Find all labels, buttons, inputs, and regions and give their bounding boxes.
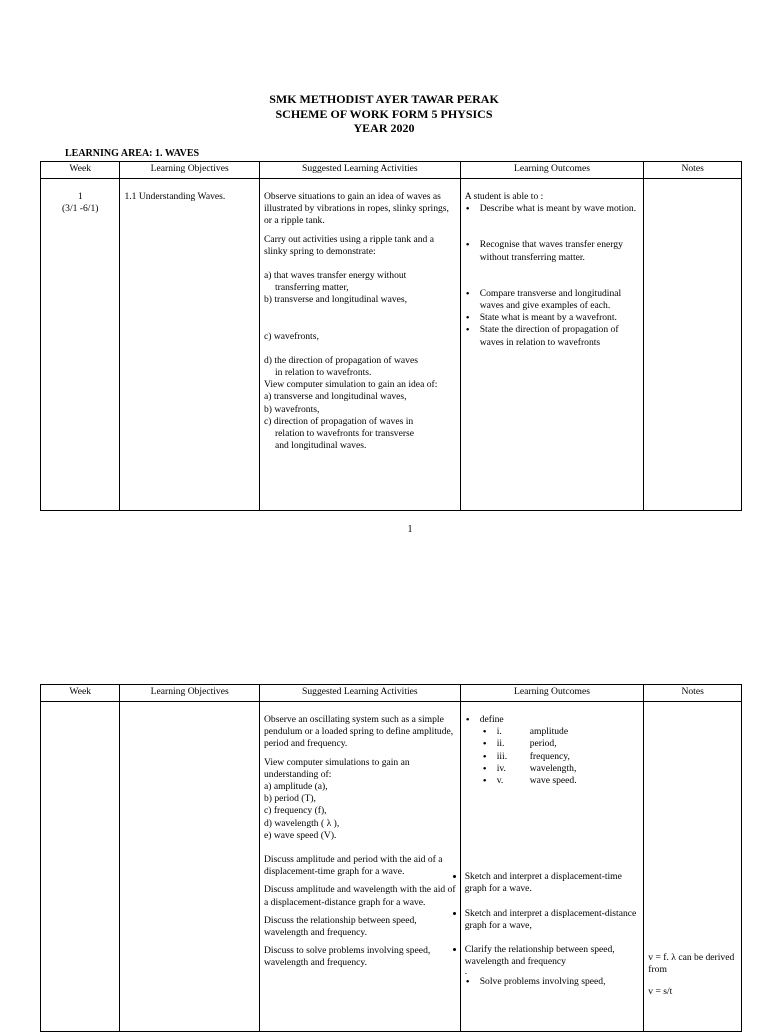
col-activities: Suggested Learning Activities [259, 162, 460, 179]
objective-cell [120, 179, 260, 511]
page-number: 1 [407, 524, 413, 535]
activity-text: Discuss amplitude and period with the aid of a displacement-time graph for a wave. [263, 854, 443, 878]
activity-text: d) the direction of propagation of waves [263, 354, 418, 366]
list-item: • Clarify the relationship between speed, wavelength and frequency [465, 944, 640, 968]
activity-text: e) wave speed (V). [263, 829, 337, 841]
define-list [480, 726, 640, 787]
col-week: Week [41, 685, 120, 702]
table-row [41, 702, 742, 1032]
activity-text: b) transverse and longitudinal waves, [263, 294, 408, 306]
list-item: • Recognise that waves transfer energy without transferring matter. [465, 239, 640, 263]
activities-cell [259, 179, 460, 511]
activity-text: a) amplitude (a), [263, 781, 328, 793]
activities-cell [259, 702, 460, 1032]
define-item: • v. wave speed. [482, 775, 640, 787]
activity-text: Discuss to solve problems involving speed, wavelength and frequency. [263, 945, 431, 969]
notes-formula-2: v = s/t [648, 986, 673, 998]
scheme-table-page2 [40, 684, 742, 1032]
outcomes-intro: A student is able to : [464, 191, 544, 202]
activity-text: in relation to wavefronts. [274, 367, 372, 379]
outcomes-cell [460, 179, 644, 511]
notes-cell [644, 179, 742, 511]
activity-text: relation to wavefronts for transverse [274, 428, 415, 440]
col-week: Week [41, 162, 120, 179]
outcomes-cell [460, 702, 644, 1032]
list-item: • Describe what is meant by wave motion. [465, 203, 640, 215]
activity-text: Discuss the relationship between speed, wavelength and frequency. [263, 914, 417, 939]
week-cell [41, 702, 120, 1032]
define-item: • iii. frequency, [482, 751, 640, 763]
outcomes-list [465, 714, 640, 787]
list-item: • State the direction of propagation of waves in relation to wavefronts [465, 324, 640, 348]
table-row [41, 179, 742, 511]
notes-formula: v = f. λ can be derived from [648, 952, 735, 976]
table-header-row [41, 685, 742, 702]
scheme-table-page1 [40, 161, 742, 511]
activity-text: Observe an oscillating system such as a simple pendulum or a loaded spring to define amplitude, period and frequency. [263, 714, 454, 750]
activity-text: a) transverse and longitudinal waves, [263, 391, 407, 403]
week-dates: (3/1 -6/1) [61, 203, 99, 215]
define-item: • iv. wavelength, [482, 763, 640, 775]
col-notes: Notes [644, 685, 742, 702]
list-item: • State what is meant by a wavefront. [465, 312, 640, 324]
list-item [465, 714, 640, 787]
objective-text: 1.1 Understanding Waves. [124, 191, 226, 202]
objective-cell [120, 702, 260, 1032]
activity-text: b) period (T), [263, 793, 316, 805]
table-header-row [41, 162, 742, 179]
activity-text: b) wavefronts, [263, 403, 320, 415]
activity-text: Discuss amplitude and wavelength with the aid of a displacement-distance graph for a wave. [263, 884, 456, 908]
activity-text: Carry out activities using a ripple tank and a slinky spring to demonstrate: [263, 233, 434, 257]
week-number: 1 [77, 191, 83, 202]
activity-text: d) wavelength ( λ ), [263, 817, 340, 829]
list-item: • Solve problems involving speed, [465, 976, 640, 988]
col-activities: Suggested Learning Activities [259, 685, 460, 702]
activity-text: Observe situations to gain an idea of waves as illustrated by vibrations in ropes, slinky springs, or a ripple tank. [263, 191, 449, 227]
list-item: • Sketch and interpret a displacement-distance graph for a wave, [465, 908, 640, 932]
activity-text: c) frequency (f), [263, 805, 327, 817]
col-outcomes: Learning Outcomes [460, 685, 644, 702]
activity-text: and longitudinal waves. [274, 440, 367, 452]
define-item: • ii. period, [482, 738, 640, 750]
activity-text: View computer simulation to gain an idea of: [263, 379, 438, 391]
stray-dot: . [464, 966, 468, 978]
learning-area: LEARNING AREA: 1. WAVES [65, 148, 200, 159]
col-objectives: Learning Objectives [120, 685, 260, 702]
define-item: • i. amplitude [482, 726, 640, 738]
school-name: SMK METHODIST AYER TAWAR PERAK [269, 92, 499, 106]
document-title: SCHEME OF WORK FORM 5 PHYSICS [275, 107, 493, 121]
year-label: YEAR 2020 [353, 121, 415, 135]
define-label: define [479, 714, 504, 725]
outcomes-list [465, 203, 640, 349]
list-item: • Sketch and interpret a displacement-time graph for a wave. [465, 871, 640, 895]
activity-text: View computer simulations to gain an understanding of: [263, 756, 410, 780]
col-objectives: Learning Objectives [120, 162, 260, 179]
list-item: • Compare transverse and longitudinal waves and give examples of each. [465, 288, 640, 312]
activity-text: c) direction of propagation of waves in [263, 415, 414, 427]
col-outcomes: Learning Outcomes [460, 162, 644, 179]
col-notes: Notes [644, 162, 742, 179]
activity-text: a) that waves transfer energy without [263, 270, 407, 282]
activity-text: transferring matter, [274, 282, 349, 294]
week-cell [41, 179, 120, 511]
activity-text: c) wavefronts, [263, 330, 319, 342]
notes-cell [644, 702, 742, 1032]
